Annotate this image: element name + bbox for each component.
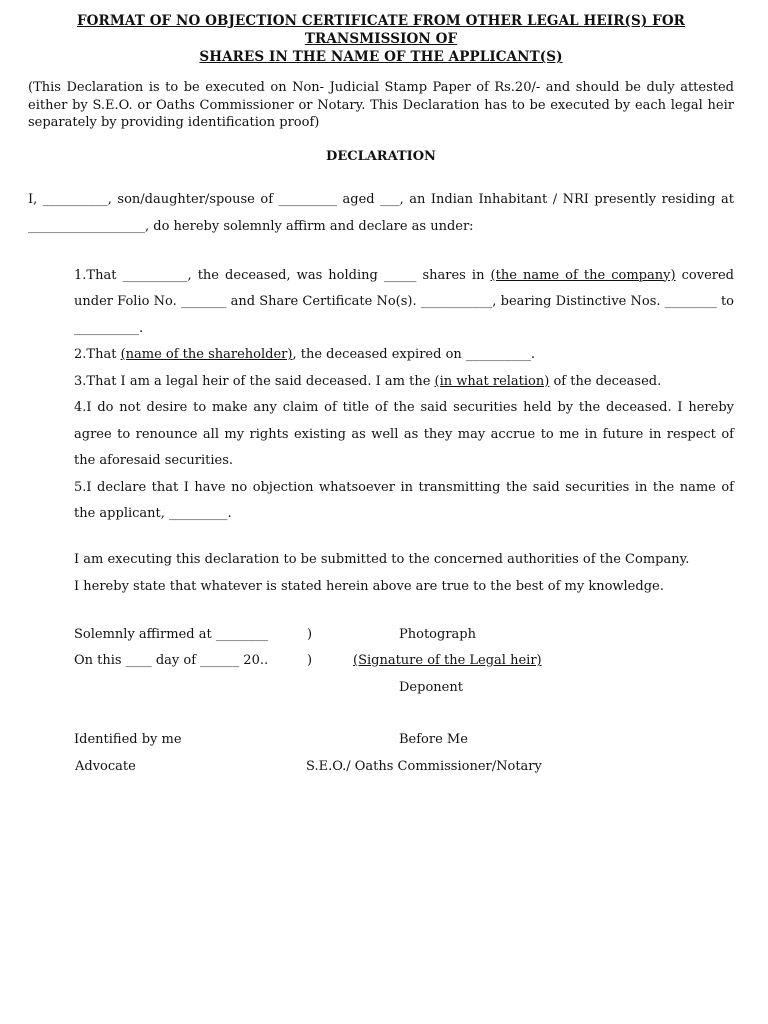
signature-row-5 — [74, 754, 734, 781]
closing-statements — [74, 546, 734, 600]
notary-label: S.E.O./ Oaths Commissioner/Notary — [306, 758, 542, 774]
signature-row-1 — [74, 622, 734, 649]
bracket-1: ) — [307, 626, 313, 642]
on-this-day: On this ____ day of ______ 20.. — [74, 653, 269, 668]
relation-placeholder: (in what relation) — [434, 373, 550, 389]
clause-1: 1.That __________, the deceased, was holding _____ shares in (the name of the company) covered under Folio No. _______ and Share Certificate No(s). ___________, bearing Distinctive Nos. ________ to __________. — [74, 267, 734, 336]
company-name-placeholder: (the name of the company) — [490, 267, 676, 283]
deponent-label: Deponent — [399, 679, 463, 695]
signature-label: (Signature of the Legal heir) — [353, 653, 542, 668]
shareholder-name-placeholder: (name of the shareholder) — [120, 347, 293, 362]
title-line-1: FORMAT OF NO OBJECTION CERTIFICATE FROM OTHER LEGAL HEIR(S) FOR TRANSMISSION OF — [77, 13, 685, 47]
declaration-intro: I, __________, son/daughter/spouse of _________ aged ___, an Indian Inhabitant / NRI presently residing at __________________, do hereby solemnly affirm and declare as under: — [28, 191, 734, 234]
signature-row-2 — [74, 648, 734, 675]
declaration-items — [74, 263, 734, 528]
bracket-2: ) — [307, 653, 313, 668]
before-me-label: Before Me — [399, 732, 468, 747]
declaration-heading: DECLARATION — [326, 148, 436, 164]
clause-2: 2.That (name of the shareholder), the deceased expired on __________. — [74, 347, 536, 362]
title-line-2: SHARES IN THE NAME OF THE APPLICANT(S) — [199, 49, 563, 65]
photograph-label: Photograph — [399, 626, 476, 642]
statement-truth: I hereby state that whatever is stated herein above are true to the best of my knowledge. — [74, 578, 664, 594]
signature-row-3 — [74, 675, 734, 702]
execution-note: (This Declaration is to be executed on Non- Judicial Stamp Paper of Rs.20/- and should be duly attested either by S.E.O. or Oaths Commissioner or Notary. This Declaration has to be executed by each legal heir separately by providing identification proof) — [28, 80, 734, 130]
clause-3: 3.That I am a legal heir of the said deceased. I am the (in what relation) of the deceased. — [74, 373, 662, 389]
advocate-label: Advocate — [75, 758, 136, 774]
clause-4: 4.I do not desire to make any claim of title of the said securities held by the deceased. I hereby agree to renounce all my rights existing as well as they may accrue to me in future in respect of the aforesaid securities. — [74, 400, 734, 468]
affirmed-at: Solemnly affirmed at ________ — [74, 626, 268, 642]
statement-executing: I am executing this declaration to be submitted to the concerned authorities of the Company. — [74, 551, 690, 567]
identified-by: Identified by me — [74, 732, 182, 747]
signature-block — [74, 622, 734, 781]
signature-row-4 — [74, 727, 734, 754]
document-title — [28, 12, 734, 66]
clause-5: 5.I declare that I have no objection whatsoever in transmitting the said securities in the name of the applicant, _________. — [74, 479, 734, 521]
